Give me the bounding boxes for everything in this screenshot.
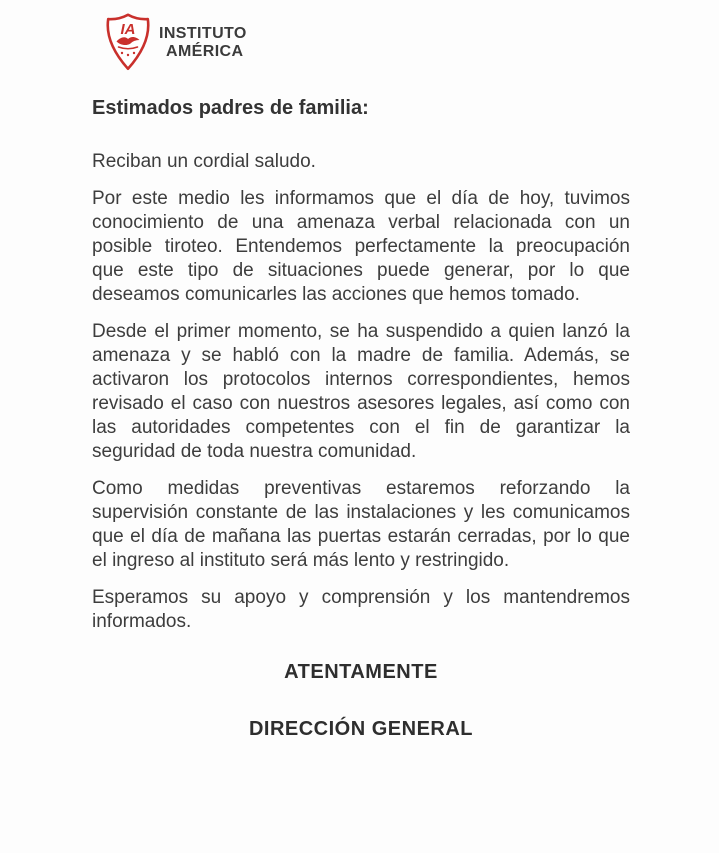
letter-paragraph-incident: Por este medio les informamos que el día de hoy, tuvimos conocimiento de una amenaza verbal relacionada con un posible tiroteo. Entendemos perfectamente la preocupación que este tipo de situaciones puede generar, por lo que deseamos comunicarles las acciones que hemos tomado. — [92, 188, 630, 305]
closing-atentamente: ATENTAMENTE — [284, 661, 438, 683]
logo-wordmark — [159, 25, 247, 61]
letter-paragraph-support: Esperamos su apoyo y comprensión y los mantendremos informados. — [92, 587, 630, 632]
logo-wordmark-line2: AMÉRICA — [166, 43, 244, 60]
logo-wordmark-line1: INSTITUTO — [159, 25, 247, 42]
salutation: Estimados padres de familia: — [92, 97, 369, 119]
letter-paragraph-actions: Desde el primer momento, se ha suspendido a quien lanzó la amenaza y se habló con la madre de familia. Además, se activaron los protocolos internos correspondientes, hemos revisado el caso con nuestros asesores legales, así como con las autoridades competentes con el fin de garantizar la seguridad de toda nuestra comunidad. — [92, 321, 630, 462]
school-logo — [104, 12, 247, 72]
logo-monogram: IA — [120, 21, 136, 38]
letter-body — [92, 96, 630, 741]
letter-paragraph-greeting: Reciban un cordial saludo. — [92, 151, 316, 172]
letter-paragraph-measures: Como medidas preventivas estaremos reforzando la supervisión constante de las instalaciones y les comunicamos que el día de mañana las puertas estarán cerradas, por lo que el ingreso al instituto será más lento y restringido. — [92, 478, 630, 571]
shield-crest-icon — [104, 12, 152, 72]
signature-direccion-general: DIRECCIÓN GENERAL — [248, 718, 474, 740]
